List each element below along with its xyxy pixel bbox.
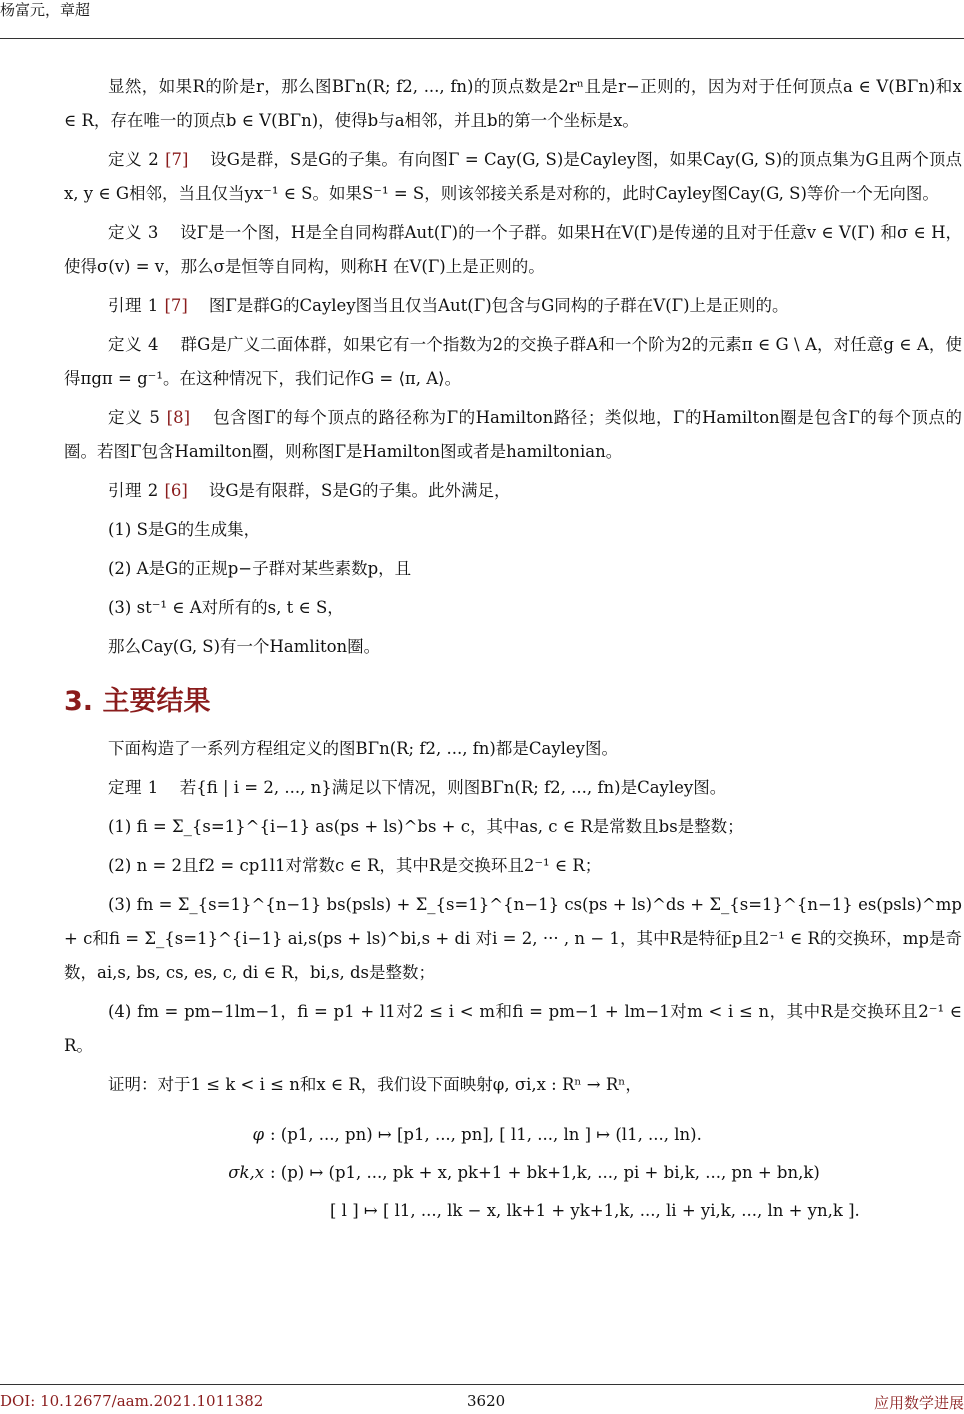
header-rule (0, 38, 964, 39)
definition-2-label: 定义 2 (108, 150, 166, 169)
definition-2 (64, 143, 962, 211)
lemma-2 (64, 474, 962, 508)
lemma-2-condition-1: (1) S是G的生成集， (108, 520, 261, 539)
page-header (0, 0, 964, 40)
definition-2-text: 设G是群，S是G的子集。有向图Γ = Cay(G, S)是Cayley图，如果Cay(G, S)的顶点集为G且两个顶点x, y ∈ G相邻，当且仅当yx⁻¹ ∈ S。如果S⁻¹ = S，则该邻接关系是对称的，此时Cayley图Cay(G, S)等价一个无向图。 (64, 150, 962, 203)
page-footer (0, 1384, 964, 1414)
citation-6[interactable]: [6] (164, 481, 188, 500)
lemma-1-text: 图Γ是群G的Cayley图当且仅当Aut(Γ)包含与G同构的子群在V(Γ)上是正则的。 (208, 296, 789, 315)
definition-4 (64, 328, 962, 396)
lemma-2-condition-2: (2) A是G的正规p−子群对某些素数p，且 (108, 559, 412, 578)
footer-rule (0, 1384, 964, 1385)
theorem-1-case-1: (1) fi = Σ_{s=1}^{i−1} as(ps + ls)^bs + c，其中as, c ∈ R是常数且bs是整数； (108, 817, 744, 836)
equation-sigma-rhs-1: : (p) ↦ (p1, ..., pk + x, pk+1 + bk+1,k, ..., pi + bi,k, ..., pn + bn,k) (270, 1163, 820, 1182)
theorem-1 (64, 771, 962, 805)
lemma-2-text: 设G是有限群，S是G的子集。此外满足， (208, 481, 511, 500)
theorem-1-case-4: (4) fm = pm−1lm−1，fi = p1 + l1对2 ≤ i < m和fi = pm−1 + lm−1对m < i ≤ n，其中R是交换环且2⁻¹ ∈ R。 (64, 1002, 962, 1055)
definition-3-text: 设Γ是一个图，H是全自同构群Aut(Γ)的一个子群。如果H在V(Γ)是传递的且对于任意v ∈ V(Γ) 和σ ∈ H，使得σ(v) = v，那么σ是恒等自同构，则称H 在V(Γ)上是正则的。 (64, 223, 963, 276)
proof-intro: 证明：对于1 ≤ k < i ≤ n和x ∈ R，我们设下面映射φ, σi,x : Rⁿ → Rⁿ， (108, 1075, 642, 1094)
citation-7[interactable]: [7] (164, 296, 188, 315)
definition-3 (64, 216, 962, 284)
equation-sigma-lhs: σk,x (228, 1163, 264, 1182)
journal-name: 应用数学进展 (873, 1394, 964, 1412)
equation-phi (64, 1116, 962, 1154)
theorem-1-label: 定理 1 (108, 778, 159, 797)
citation-8[interactable]: [8] (166, 408, 191, 427)
display-equations (64, 1116, 962, 1230)
equation-sigma (64, 1154, 962, 1192)
running-head-authors: 杨富元，章超 (0, 1, 91, 19)
citation-7[interactable]: [7] (165, 150, 189, 169)
main-content (64, 70, 962, 1230)
equation-phi-lhs: φ (252, 1125, 264, 1144)
page-number: 3620 (467, 1392, 506, 1410)
equation-sigma-cont-lhs (64, 1192, 270, 1230)
equation-sigma-cont (64, 1192, 962, 1230)
definition-5-text: 包含图Γ的每个顶点的路径称为Γ的Hamilton路径；类似地，Γ的Hamilton圈是包含Γ的每个顶点的圈。若图Γ包含Hamilton圈，则称图Γ是Hamilton图或者是hamiltonian。 (64, 408, 962, 461)
results-intro: 下面构造了一系列方程组定义的图BΓn(R; f2, ..., fn)都是Cayley图。 (108, 739, 619, 758)
lemma-1 (64, 289, 962, 323)
lemma-2-conclusion: 那么Cay(G, S)有一个Hamliton圈。 (108, 637, 381, 656)
definition-5-label: 定义 5 (108, 408, 167, 427)
theorem-1-case-3: (3) fn = Σ_{s=1}^{n−1} bs(psls) + Σ_{s=1}^{n−1} cs(ps + ls)^ds + Σ_{s=1}^{n−1} es(psls)^mp + c和fi = Σ_{s=1}^{i−1} ai,s(ps + ls)^bi,s + di 对i = 2, ··· , n − 1，其中R是特征p且2⁻¹ ∈ R的交换环，mp是奇数，ai,s, bs, cs, es, c, di ∈ R，bi,s, ds是整数； (64, 895, 962, 982)
lemma-2-label: 引理 2 (108, 481, 165, 500)
definition-5 (64, 401, 962, 469)
paragraph-order-vertices: 显然，如果R的阶是r，那么图BΓn(R; f2, ..., fn)的顶点数是2rⁿ且是r−正则的，因为对于任何顶点a ∈ V(BΓn)和x ∈ R，存在唯一的顶点b ∈ V(BΓn)，使得b与a相邻，并且b的第一个坐标是x。 (64, 77, 962, 130)
definition-4-label: 定义 4 (108, 335, 160, 354)
definition-4-text: 群G是广义二面体群，如果它有一个指数为2的交换子群A和一个阶为2的元素π ∈ G \ A，对任意g ∈ A，使得πgπ = g⁻¹。在这种情况下，我们记作G = ⟨π, A⟩。 (64, 335, 962, 388)
lemma-2-condition-3: (3) st⁻¹ ∈ A对所有的s, t ∈ S， (108, 598, 344, 617)
lemma-1-label: 引理 1 (108, 296, 165, 315)
theorem-1-case-2: (2) n = 2且f2 = cp1l1对常数c ∈ R，其中R是交换环且2⁻¹ ∈ R； (108, 856, 602, 875)
doi-link[interactable]: DOI: 10.12677/aam.2021.1011382 (0, 1392, 264, 1410)
theorem-1-text: 若{fi | i = 2, ..., n}满足以下情况，则图BΓn(R; f2, ..., fn)是Cayley图。 (179, 778, 727, 797)
equation-phi-rhs: : (p1, ..., pn) ↦ [p1, ..., pn], [ l1, ..., ln ] ↦ (l1, ..., ln). (270, 1125, 702, 1144)
equation-sigma-rhs-2: [ l ] ↦ [ l1, ..., lk − x, lk+1 + yk+1,k, ..., li + yi,k, ..., ln + yn,k ]. (330, 1201, 860, 1220)
section-title: 3. 主要结果 (64, 686, 211, 717)
definition-3-label: 定义 3 (108, 223, 159, 242)
